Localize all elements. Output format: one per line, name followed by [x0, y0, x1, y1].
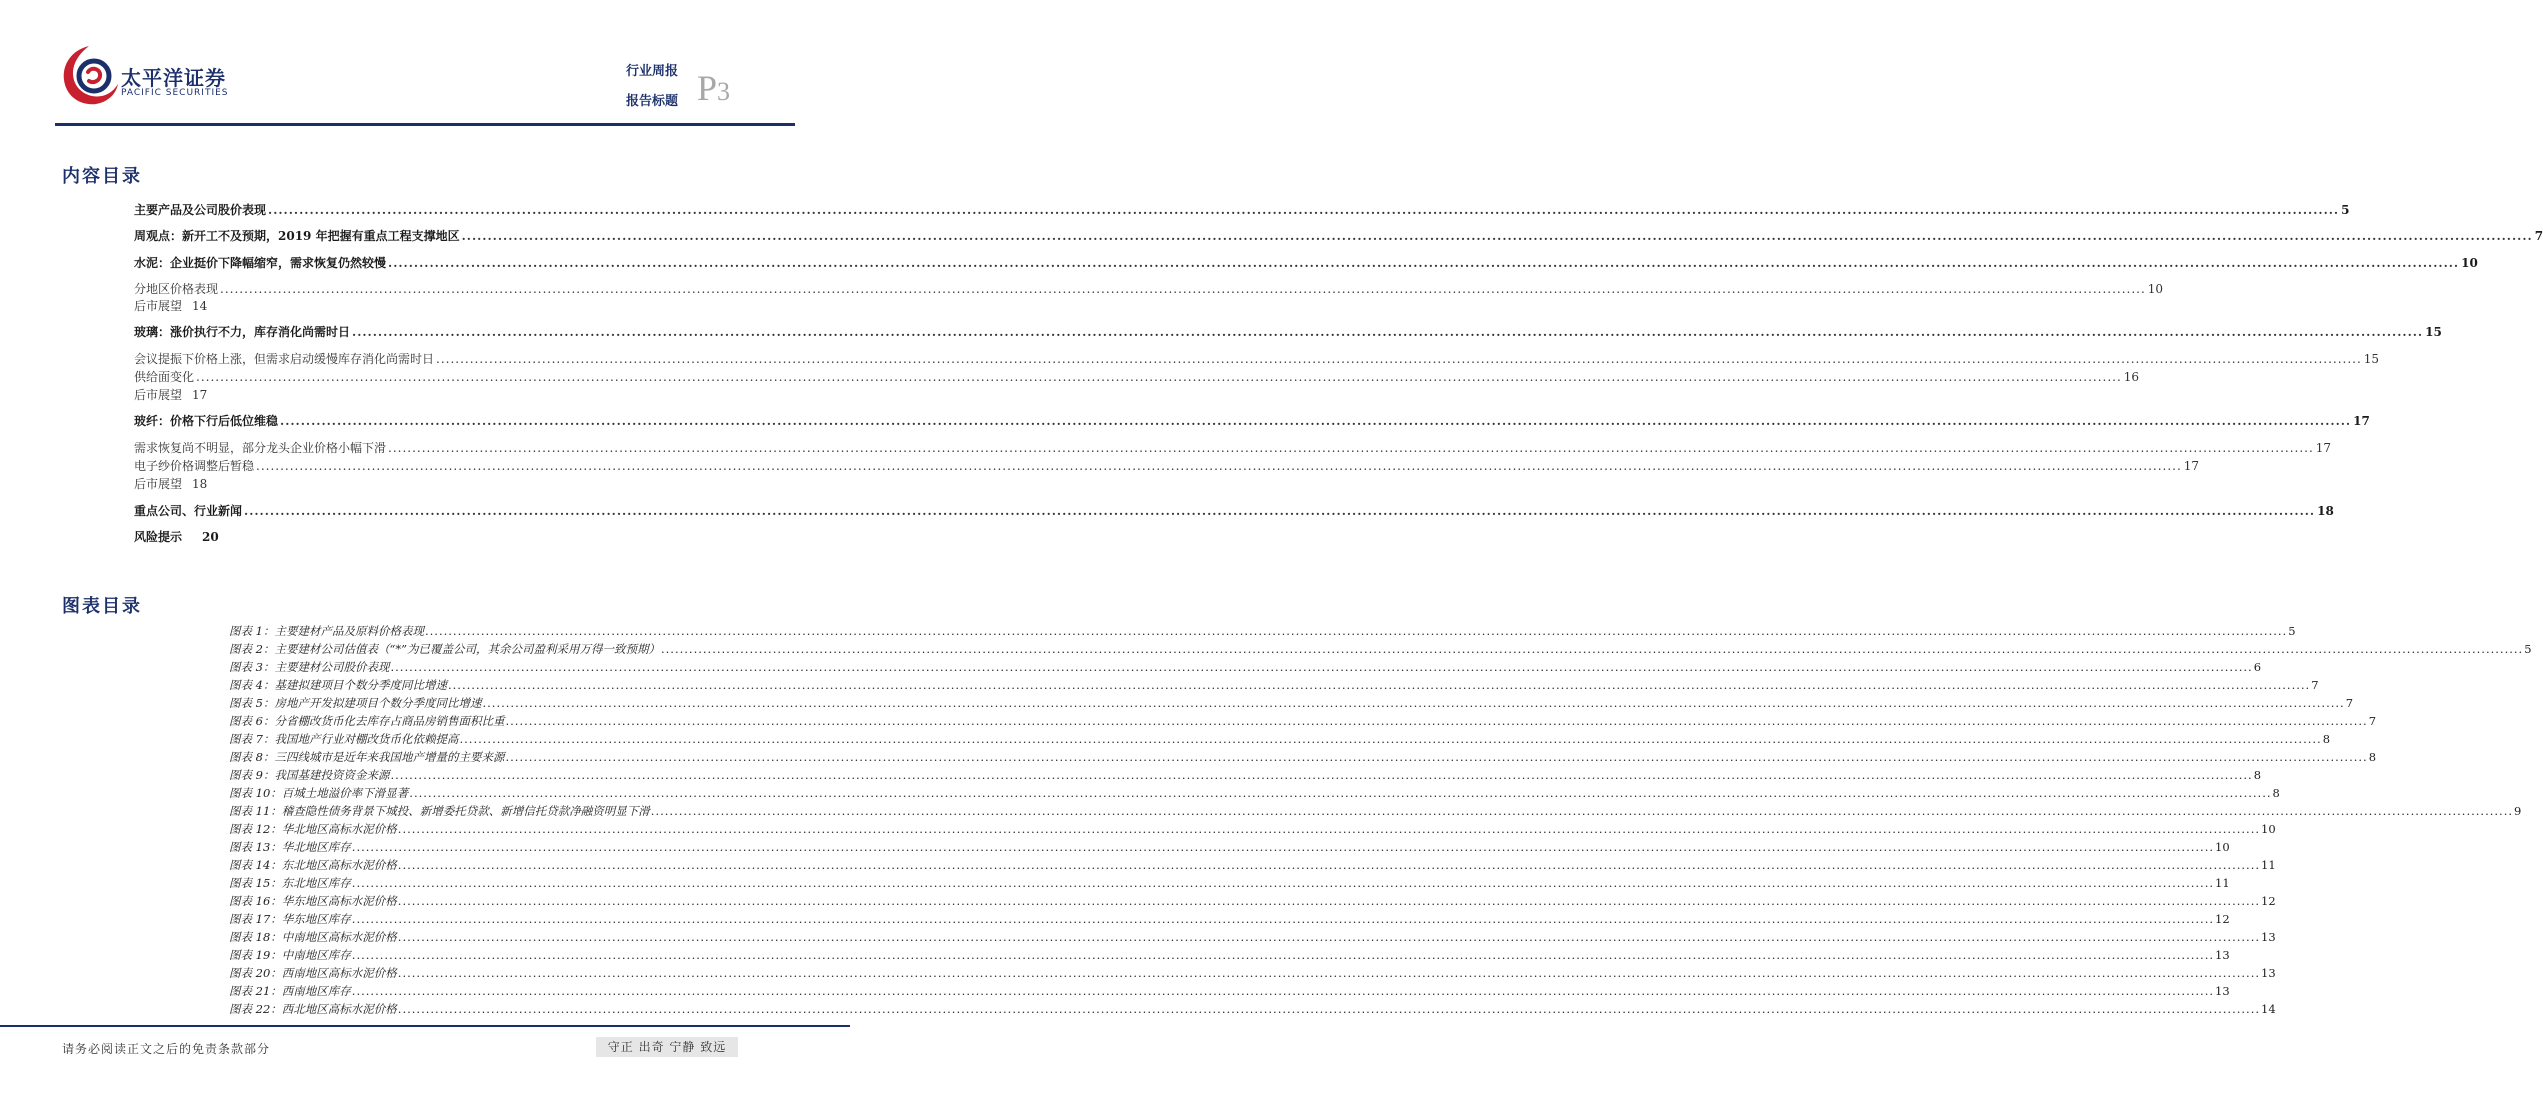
toc-leader-dots: ................................................................................................................................................................................................................................................................................................................................................................................................................ — [268, 203, 2340, 217]
figure-item-label: 图表 5：房地产开发拟建项目个数分季度同比增速 — [229, 696, 482, 710]
toc-item[interactable] — [134, 504, 2334, 519]
toc-item[interactable] — [134, 441, 2332, 456]
toc-item-page: 18 — [2317, 504, 2334, 518]
toc-item-label: 后市展望 — [134, 477, 183, 491]
report-title: 报告标题 — [626, 94, 679, 109]
figure-item-page: 5 — [2524, 642, 2532, 656]
page-number-value: 3 — [717, 77, 731, 106]
figure-list-item[interactable] — [229, 660, 2262, 674]
toc-item[interactable] — [134, 530, 788, 545]
figure-leader-dots: ................................................................................................................................................................................................................................................................................................................................................................................................................ — [351, 876, 2215, 890]
figure-list-item[interactable] — [229, 768, 2262, 782]
toc-leader-dots: ................................................................................................................................................................................................................................................................................................................................................................................................................ — [352, 325, 2424, 339]
toc-item-page: 10 — [2147, 282, 2164, 296]
figure-item-label: 图表 11：稽查隐性债务背景下城投、新增委托贷款、新增信托贷款净融资明显下滑 — [229, 804, 650, 818]
figure-item-page: 14 — [2261, 1002, 2276, 1016]
figure-item-label: 图表 9：我国基建投资资金来源 — [229, 768, 390, 782]
toc-item-page: 15 — [2425, 325, 2442, 339]
toc-title: 内容目录 — [62, 166, 142, 187]
slogan: 守正 出奇 宁静 致远 — [596, 1037, 738, 1057]
figure-leader-dots: ................................................................................................................................................................................................................................................................................................................................................................................................................ — [397, 930, 2261, 944]
figure-leader-dots: ................................................................................................................................................................................................................................................................................................................................................................................................................ — [482, 696, 2345, 710]
brand-name-cn: 太平洋证券 — [121, 66, 226, 90]
figure-item-page: 6 — [2253, 660, 2262, 674]
toc-item[interactable] — [134, 352, 2380, 367]
figure-item-page: 13 — [2215, 948, 2230, 962]
figure-list-item[interactable] — [229, 966, 2276, 980]
figure-leader-dots: ................................................................................................................................................................................................................................................................................................................................................................................................................ — [351, 948, 2215, 962]
figure-item-label: 图表 16：华东地区高标水泥价格 — [229, 894, 397, 908]
figure-leader-dots: ................................................................................................................................................................................................................................................................................................................................................................................................................ — [409, 786, 2272, 800]
toc-leader-dots: ................................................................................................................................................................................................................................................................................................................................................................................................................ — [256, 459, 2182, 473]
figure-list-item[interactable] — [229, 642, 2532, 656]
figure-list-item[interactable] — [229, 714, 2377, 728]
figure-leader-dots: ................................................................................................................................................................................................................................................................................................................................................................................................................ — [505, 750, 2368, 764]
toc-item[interactable] — [134, 388, 788, 403]
figure-item-label: 图表 19：中南地区库存 — [229, 948, 351, 962]
figure-item-page: 12 — [2215, 912, 2230, 926]
figure-item-page: 7 — [2345, 696, 2354, 710]
toc-leader-dots: ................................................................................................................................................................................................................................................................................................................................................................................................................ — [388, 441, 2314, 455]
figure-leader-dots: ................................................................................................................................................................................................................................................................................................................................................................................................................ — [397, 1002, 2261, 1016]
figure-leader-dots: ................................................................................................................................................................................................................................................................................................................................................................................................................ — [650, 804, 2514, 818]
figure-leader-dots: ................................................................................................................................................................................................................................................................................................................................................................................................................ — [397, 822, 2261, 836]
toc-item-label: 需求恢复尚不明显，部分龙头企业价格小幅下滑 — [134, 441, 387, 455]
figure-leader-dots: ................................................................................................................................................................................................................................................................................................................................................................................................................ — [351, 840, 2215, 854]
toc-item[interactable] — [134, 229, 2543, 244]
toc-item-label: 水泥：企业挺价下降幅缩窄，需求恢复仍然较慢 — [134, 256, 387, 270]
toc-leader-dots: ................................................................................................................................................................................................................................................................................................................................................................................................................ — [461, 229, 2533, 243]
figure-list-item[interactable] — [229, 822, 2276, 836]
figure-leader-dots: ................................................................................................................................................................................................................................................................................................................................................................................................................ — [447, 678, 2311, 692]
figure-leader-dots: ................................................................................................................................................................................................................................................................................................................................................................................................................ — [505, 714, 2368, 728]
figure-item-page: 12 — [2261, 894, 2276, 908]
disclaimer: 请务必阅读正文之后的免责条款部分 — [62, 1042, 271, 1056]
toc-item-label: 会议提振下价格上涨，但需求启动缓慢库存消化尚需时日 — [134, 352, 435, 366]
toc-item-label: 分地区价格表现 — [134, 282, 219, 296]
figure-list-item[interactable] — [229, 750, 2377, 764]
toc-item-label: 电子纱价格调整后暂稳 — [134, 459, 255, 473]
pacific-securities-logo-icon — [58, 42, 120, 108]
figure-item-page: 8 — [2322, 732, 2331, 746]
figure-item-page: 11 — [2215, 876, 2230, 890]
figure-item-label: 图表 13：华北地区库存 — [229, 840, 351, 854]
toc-item-page: 14 — [192, 299, 208, 313]
figure-item-label: 图表 8：三四线城市是近年来我国地产增量的主要来源 — [229, 750, 505, 764]
toc-leader-dots: ................................................................................................................................................................................................................................................................................................................................................................................................................ — [436, 352, 2362, 366]
toc-item-page: 16 — [2123, 370, 2140, 384]
toc-item[interactable] — [134, 477, 788, 492]
toc-item-label: 玻纤：价格下行后低位维稳 — [134, 414, 279, 428]
toc-leader-dots: ................................................................................................................................................................................................................................................................................................................................................................................................................ — [388, 256, 2460, 270]
toc-item[interactable] — [134, 282, 2164, 297]
figure-item-page: 8 — [2368, 750, 2377, 764]
page-header — [0, 0, 850, 130]
figure-item-label: 图表 22：西北地区高标水泥价格 — [229, 1002, 397, 1016]
figure-list-item[interactable] — [229, 732, 2331, 746]
figure-list-item[interactable] — [229, 624, 2296, 638]
figure-item-page: 7 — [2368, 714, 2377, 728]
figure-item-label: 图表 10：百城土地溢价率下滑显著 — [229, 786, 409, 800]
figure-leader-dots: ................................................................................................................................................................................................................................................................................................................................................................................................................ — [397, 966, 2261, 980]
toc-item[interactable] — [134, 459, 2200, 474]
figure-list-item[interactable] — [229, 876, 2230, 890]
figure-item-page: 9 — [2514, 804, 2522, 818]
toc-item-label: 玻璃：涨价执行不力，库存消化尚需时日 — [134, 325, 351, 339]
toc-item-page: 7 — [2534, 229, 2543, 243]
page-number — [697, 70, 730, 107]
figure-list-item[interactable] — [229, 786, 2280, 800]
figure-list-item[interactable] — [229, 894, 2276, 908]
report-type: 行业周报 — [626, 64, 679, 79]
figure-item-page: 8 — [2253, 768, 2262, 782]
toc-item-page: 15 — [2363, 352, 2380, 366]
figure-item-label: 图表 20：西南地区高标水泥价格 — [229, 966, 397, 980]
toc-leader-dots: ................................................................................................................................................................................................................................................................................................................................................................................................................ — [196, 370, 2122, 384]
toc-item[interactable] — [134, 203, 2350, 218]
figures-title: 图表目录 — [62, 596, 142, 617]
toc-item-page: 17 — [2183, 459, 2200, 473]
figure-item-label: 图表 2：主要建材公司估值表（“*”为已覆盖公司，其余公司盈利采用万得一致预期） — [229, 642, 660, 656]
figure-item-page: 8 — [2272, 786, 2280, 800]
footer-rule — [0, 1025, 850, 1027]
figure-item-page: 13 — [2261, 930, 2276, 944]
toc-item-page: 20 — [202, 530, 219, 544]
toc-item-page: 17 — [192, 388, 208, 402]
figure-list-item[interactable] — [229, 1002, 2276, 1016]
toc-item[interactable] — [134, 256, 2478, 271]
figure-list-item[interactable] — [229, 930, 2276, 944]
figure-item-label: 图表 7：我国地产行业对棚改货币化依赖提高 — [229, 732, 459, 746]
toc-item-label: 后市展望 — [134, 299, 183, 313]
figure-list-item[interactable] — [229, 912, 2230, 926]
figure-item-page: 10 — [2215, 840, 2230, 854]
figure-item-page: 13 — [2215, 984, 2230, 998]
toc-leader-dots: ................................................................................................................................................................................................................................................................................................................................................................................................................ — [220, 282, 2146, 296]
figure-item-label: 图表 4：基建拟建项目个数分季度同比增速 — [229, 678, 447, 692]
figure-leader-dots: ................................................................................................................................................................................................................................................................................................................................................................................................................ — [397, 894, 2261, 908]
figure-list-item[interactable] — [229, 858, 2276, 872]
figure-item-page: 13 — [2261, 966, 2276, 980]
figure-list-item[interactable] — [229, 984, 2230, 998]
toc-leader-dots: ................................................................................................................................................................................................................................................................................................................................................................................................................ — [280, 414, 2352, 428]
figure-leader-dots: ................................................................................................................................................................................................................................................................................................................................................................................................................ — [459, 732, 2322, 746]
toc-leader-dots: ................................................................................................................................................................................................................................................................................................................................................................................................................ — [244, 504, 2316, 518]
toc-item-label: 风险提示 — [134, 530, 183, 544]
toc-item[interactable] — [134, 414, 2370, 429]
figure-list-item[interactable] — [229, 840, 2230, 854]
figure-item-label: 图表 15：东北地区库存 — [229, 876, 351, 890]
header-rule — [55, 123, 795, 126]
figure-item-label: 图表 21：西南地区库存 — [229, 984, 351, 998]
figure-item-label: 图表 3：主要建材公司股价表现 — [229, 660, 390, 674]
figure-item-label: 图表 18：中南地区高标水泥价格 — [229, 930, 397, 944]
toc-item-page: 18 — [192, 477, 208, 491]
figure-item-page: 11 — [2261, 858, 2276, 872]
toc-item[interactable] — [134, 325, 2442, 340]
figure-item-label: 图表 17：华东地区库存 — [229, 912, 351, 926]
figure-leader-dots: ................................................................................................................................................................................................................................................................................................................................................................................................................ — [351, 984, 2215, 998]
figure-item-page: 5 — [2288, 624, 2296, 638]
figure-list-item[interactable] — [229, 948, 2230, 962]
toc-item-page: 5 — [2341, 203, 2350, 217]
toc-item-label: 周观点：新开工不及预期，2019 年把握有重点工程支撑地区 — [134, 229, 460, 243]
figure-leader-dots: ................................................................................................................................................................................................................................................................................................................................................................................................................ — [424, 624, 2288, 638]
figure-item-label: 图表 6：分省棚改货币化去库存占商品房销售面积比重 — [229, 714, 505, 728]
figure-leader-dots: ................................................................................................................................................................................................................................................................................................................................................................................................................ — [397, 858, 2261, 872]
figure-item-page: 10 — [2261, 822, 2276, 836]
toc-item-page: 10 — [2461, 256, 2478, 270]
figure-list-item[interactable] — [229, 696, 2354, 710]
figure-list-item[interactable] — [229, 678, 2319, 692]
figure-item-page: 7 — [2311, 678, 2319, 692]
toc-item[interactable] — [134, 299, 788, 314]
figure-list-item[interactable] — [229, 804, 2522, 818]
page-number-prefix: P — [697, 68, 718, 108]
toc-item[interactable] — [134, 370, 2140, 385]
toc-item-page: 17 — [2315, 441, 2332, 455]
toc-item-label: 主要产品及公司股价表现 — [134, 203, 267, 217]
toc-item-label: 供给面变化 — [134, 370, 195, 384]
figure-leader-dots: ................................................................................................................................................................................................................................................................................................................................................................................................................ — [660, 642, 2524, 656]
figure-leader-dots: ................................................................................................................................................................................................................................................................................................................................................................................................................ — [351, 912, 2215, 926]
toc-item-label: 后市展望 — [134, 388, 183, 402]
toc-item-label: 重点公司、行业新闻 — [134, 504, 243, 518]
figure-leader-dots: ................................................................................................................................................................................................................................................................................................................................................................................................................ — [390, 660, 2253, 674]
figure-leader-dots: ................................................................................................................................................................................................................................................................................................................................................................................................................ — [390, 768, 2253, 782]
figure-item-label: 图表 1：主要建材产品及原料价格表现 — [229, 624, 424, 638]
figure-item-label: 图表 12：华北地区高标水泥价格 — [229, 822, 397, 836]
toc-item-page: 17 — [2353, 414, 2370, 428]
brand-name-en: PACIFIC SECURITIES — [121, 88, 229, 98]
figure-item-label: 图表 14：东北地区高标水泥价格 — [229, 858, 397, 872]
